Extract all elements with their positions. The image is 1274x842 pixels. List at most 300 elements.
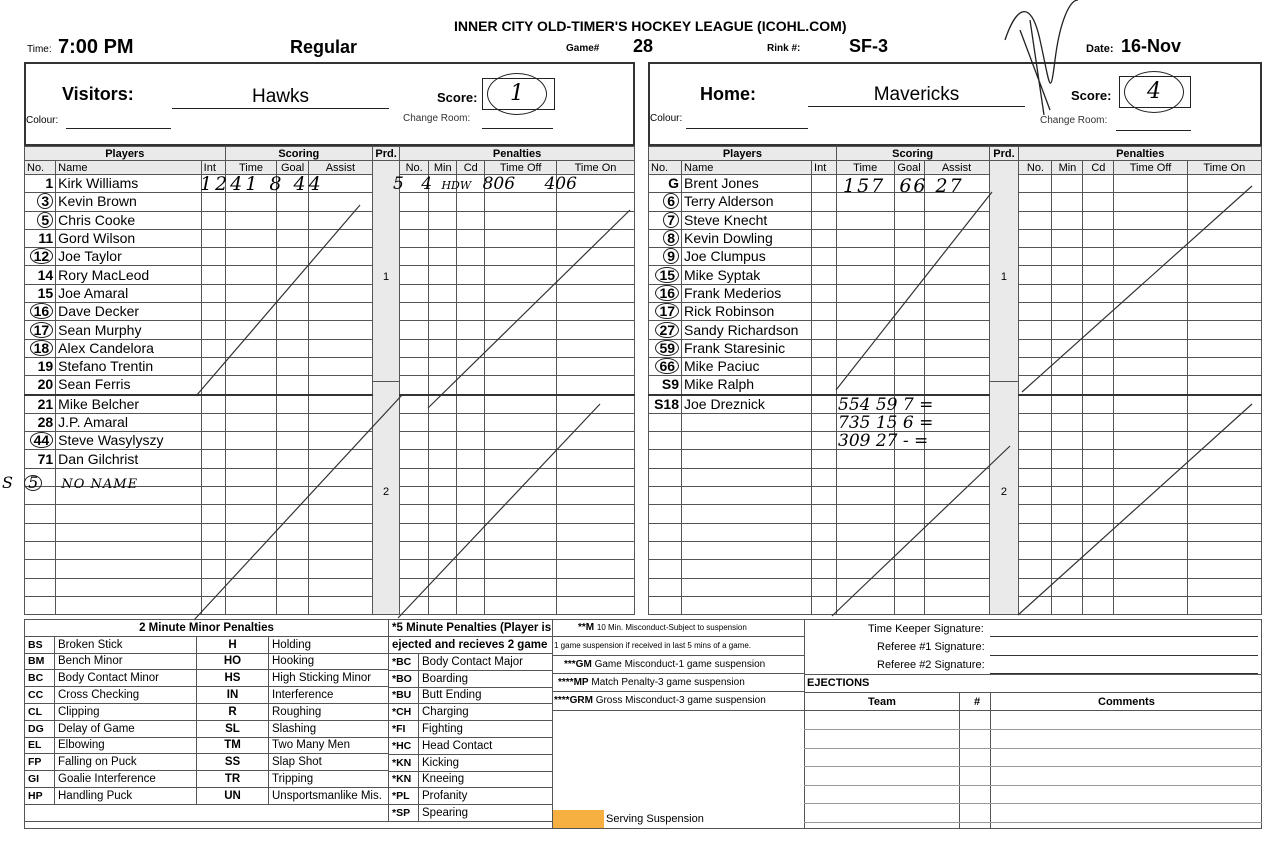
int-cell[interactable] — [201, 339, 225, 357]
penalty-no-cell[interactable] — [1019, 578, 1052, 596]
penalty-on-cell[interactable] — [1187, 487, 1261, 505]
penalty-on-cell[interactable] — [556, 505, 634, 523]
penalty-min-cell[interactable] — [429, 339, 457, 357]
penalty-min-cell[interactable] — [1052, 284, 1083, 302]
int-cell[interactable] — [812, 450, 837, 468]
score-assist-cell[interactable] — [924, 468, 989, 486]
player-number[interactable] — [25, 541, 56, 559]
player-name[interactable] — [682, 560, 812, 578]
int-cell[interactable] — [201, 357, 225, 375]
player-number[interactable] — [25, 321, 56, 339]
penalty-no-cell[interactable] — [400, 413, 429, 431]
player-number[interactable] — [649, 376, 682, 395]
int-cell[interactable] — [201, 284, 225, 302]
penalty-min-cell[interactable] — [1052, 229, 1083, 247]
player-name[interactable] — [56, 303, 201, 321]
penalty-on-cell[interactable] — [1187, 175, 1261, 193]
penalty-min-cell[interactable] — [1052, 541, 1083, 559]
score-time-cell[interactable] — [836, 450, 894, 468]
penalty-cd-cell[interactable] — [457, 560, 485, 578]
player-number[interactable] — [25, 432, 56, 450]
score-goal-cell[interactable] — [277, 229, 308, 247]
penalty-no-cell[interactable] — [1019, 376, 1052, 395]
penalty-cd-cell[interactable] — [1083, 541, 1114, 559]
penalty-no-cell[interactable] — [1019, 284, 1052, 302]
penalty-min-cell[interactable] — [429, 357, 457, 375]
penalty-min-cell[interactable] — [1052, 395, 1083, 414]
player-name[interactable] — [56, 541, 201, 559]
player-number[interactable] — [25, 211, 56, 229]
score-assist-cell[interactable] — [924, 357, 989, 375]
penalty-min-cell[interactable] — [1052, 248, 1083, 266]
player-name[interactable] — [682, 468, 812, 486]
penalty-off-cell[interactable] — [485, 284, 557, 302]
player-number[interactable] — [649, 487, 682, 505]
penalty-on-cell[interactable] — [1187, 541, 1261, 559]
player-name[interactable] — [682, 376, 812, 395]
player-number[interactable] — [25, 578, 56, 596]
penalty-off-cell[interactable] — [485, 248, 557, 266]
int-cell[interactable] — [201, 468, 225, 486]
player-number[interactable] — [649, 413, 682, 431]
penalty-min-cell[interactable] — [1052, 560, 1083, 578]
penalty-cd-cell[interactable] — [1083, 303, 1114, 321]
score-time-cell[interactable] — [225, 339, 277, 357]
score-time-cell[interactable] — [225, 229, 277, 247]
score-goal-cell[interactable] — [894, 284, 924, 302]
penalty-off-cell[interactable] — [485, 468, 557, 486]
player-number[interactable] — [25, 413, 56, 431]
score-assist-cell[interactable] — [924, 376, 989, 395]
penalty-on-cell[interactable] — [556, 248, 634, 266]
score-assist-cell[interactable] — [308, 450, 372, 468]
score-assist-cell[interactable] — [308, 432, 372, 450]
score-time-cell[interactable] — [225, 211, 277, 229]
int-cell[interactable] — [812, 266, 837, 284]
ejection-row[interactable] — [804, 822, 1262, 823]
int-cell[interactable] — [812, 560, 837, 578]
score-assist-cell[interactable] — [924, 523, 989, 541]
penalty-on-cell[interactable] — [556, 413, 634, 431]
penalty-off-cell[interactable] — [485, 266, 557, 284]
score-assist-cell[interactable] — [308, 487, 372, 505]
score-time-cell[interactable] — [836, 578, 894, 596]
penalty-cd-cell[interactable] — [1083, 229, 1114, 247]
penalty-on-cell[interactable] — [1187, 450, 1261, 468]
penalty-no-cell[interactable] — [400, 211, 429, 229]
score-time-cell[interactable] — [225, 284, 277, 302]
score-assist-cell[interactable] — [924, 432, 989, 450]
penalty-cd-cell[interactable] — [1083, 413, 1114, 431]
player-number[interactable] — [649, 211, 682, 229]
player-number[interactable] — [649, 523, 682, 541]
penalty-on-cell[interactable] — [1187, 432, 1261, 450]
score-goal-cell[interactable] — [894, 211, 924, 229]
score-goal-cell[interactable] — [894, 248, 924, 266]
penalty-off-cell[interactable] — [1114, 175, 1187, 193]
penalty-off-cell[interactable] — [1114, 284, 1187, 302]
player-number[interactable] — [649, 303, 682, 321]
penalty-on-cell[interactable] — [1187, 413, 1261, 431]
penalty-cd-cell[interactable] — [1083, 211, 1114, 229]
score-time-cell[interactable] — [836, 523, 894, 541]
penalty-min-cell[interactable] — [429, 266, 457, 284]
score-time-cell[interactable] — [225, 432, 277, 450]
penalty-cd-cell[interactable] — [1083, 596, 1114, 614]
penalty-min-cell[interactable] — [429, 523, 457, 541]
int-cell[interactable] — [812, 175, 837, 193]
penalty-off-cell[interactable] — [1114, 303, 1187, 321]
int-cell[interactable] — [201, 248, 225, 266]
score-time-cell[interactable] — [225, 578, 277, 596]
player-name[interactable] — [56, 596, 201, 614]
penalty-off-cell[interactable] — [1114, 560, 1187, 578]
player-name[interactable] — [682, 339, 812, 357]
player-number[interactable] — [25, 339, 56, 357]
player-number[interactable] — [649, 450, 682, 468]
score-assist-cell[interactable] — [308, 266, 372, 284]
player-name[interactable] — [682, 596, 812, 614]
penalty-cd-cell[interactable] — [457, 450, 485, 468]
score-time-cell[interactable] — [836, 541, 894, 559]
penalty-on-cell[interactable] — [556, 376, 634, 395]
penalty-no-cell[interactable] — [1019, 303, 1052, 321]
penalty-off-cell[interactable] — [1114, 578, 1187, 596]
penalty-no-cell[interactable] — [1019, 339, 1052, 357]
player-number[interactable] — [649, 468, 682, 486]
score-time-cell[interactable] — [836, 211, 894, 229]
player-number[interactable] — [649, 193, 682, 211]
player-name[interactable] — [56, 578, 201, 596]
penalty-off-cell[interactable] — [1114, 487, 1187, 505]
penalty-no-cell[interactable] — [400, 193, 429, 211]
player-name[interactable] — [682, 487, 812, 505]
score-goal-cell[interactable] — [894, 578, 924, 596]
player-number[interactable] — [25, 560, 56, 578]
penalty-off-cell[interactable] — [485, 560, 557, 578]
player-name[interactable] — [682, 229, 812, 247]
penalty-no-cell[interactable] — [400, 229, 429, 247]
int-cell[interactable] — [812, 523, 837, 541]
int-cell[interactable] — [812, 468, 837, 486]
int-cell[interactable] — [201, 578, 225, 596]
penalty-off-cell[interactable] — [1114, 432, 1187, 450]
penalty-off-cell[interactable] — [1114, 357, 1187, 375]
score-goal-cell[interactable] — [277, 395, 308, 414]
int-cell[interactable] — [201, 395, 225, 414]
score-goal-cell[interactable] — [277, 541, 308, 559]
penalty-min-cell[interactable] — [429, 432, 457, 450]
int-cell[interactable] — [812, 596, 837, 614]
int-cell[interactable] — [812, 487, 837, 505]
penalty-min-cell[interactable] — [429, 211, 457, 229]
penalty-no-cell[interactable] — [1019, 505, 1052, 523]
player-name[interactable] — [56, 248, 201, 266]
penalty-min-cell[interactable] — [429, 303, 457, 321]
penalty-no-cell[interactable] — [1019, 541, 1052, 559]
penalty-off-cell[interactable] — [485, 596, 557, 614]
int-cell[interactable] — [812, 211, 837, 229]
penalty-cd-cell[interactable] — [1083, 248, 1114, 266]
int-cell[interactable] — [201, 523, 225, 541]
player-number[interactable] — [25, 505, 56, 523]
int-cell[interactable] — [201, 193, 225, 211]
score-time-cell[interactable] — [836, 248, 894, 266]
penalty-off-cell[interactable] — [1114, 376, 1187, 395]
penalty-cd-cell[interactable] — [457, 339, 485, 357]
score-assist-cell[interactable] — [308, 193, 372, 211]
score-time-cell[interactable] — [225, 357, 277, 375]
penalty-off-cell[interactable] — [485, 229, 557, 247]
score-assist-cell[interactable] — [308, 248, 372, 266]
penalty-on-cell[interactable] — [1187, 523, 1261, 541]
penalty-off-cell[interactable] — [485, 321, 557, 339]
penalty-off-cell[interactable] — [485, 432, 557, 450]
ejection-row[interactable] — [804, 803, 1262, 804]
int-cell[interactable] — [812, 432, 837, 450]
penalty-off-cell[interactable] — [485, 541, 557, 559]
penalty-no-cell[interactable] — [400, 560, 429, 578]
penalty-on-cell[interactable] — [1187, 248, 1261, 266]
score-time-cell[interactable] — [225, 596, 277, 614]
score-assist-cell[interactable] — [308, 376, 372, 395]
player-number[interactable] — [25, 229, 56, 247]
penalty-min-cell[interactable] — [1052, 211, 1083, 229]
penalty-no-cell[interactable] — [400, 395, 429, 414]
penalty-min-cell[interactable] — [1052, 303, 1083, 321]
penalty-cd-cell[interactable] — [457, 284, 485, 302]
penalty-on-cell[interactable] — [1187, 266, 1261, 284]
int-cell[interactable] — [812, 376, 837, 395]
player-number[interactable] — [649, 229, 682, 247]
penalty-cd-cell[interactable] — [1083, 266, 1114, 284]
player-name[interactable] — [682, 450, 812, 468]
player-name[interactable] — [56, 321, 201, 339]
penalty-off-cell[interactable] — [485, 450, 557, 468]
int-cell[interactable] — [201, 541, 225, 559]
player-name[interactable] — [682, 303, 812, 321]
penalty-min-cell[interactable] — [1052, 578, 1083, 596]
penalty-off-cell[interactable] — [1114, 266, 1187, 284]
penalty-min-cell[interactable] — [429, 413, 457, 431]
penalty-no-cell[interactable] — [1019, 413, 1052, 431]
penalty-on-cell[interactable] — [556, 468, 634, 486]
int-cell[interactable] — [812, 578, 837, 596]
ejection-row[interactable] — [804, 748, 1262, 749]
score-time-cell[interactable] — [225, 541, 277, 559]
score-assist-cell[interactable] — [308, 560, 372, 578]
score-time-cell[interactable] — [225, 560, 277, 578]
penalty-no-cell[interactable] — [400, 432, 429, 450]
player-name[interactable] — [682, 266, 812, 284]
int-cell[interactable] — [201, 211, 225, 229]
score-time-cell[interactable] — [225, 487, 277, 505]
penalty-min-cell[interactable] — [1052, 432, 1083, 450]
score-assist-cell[interactable] — [308, 413, 372, 431]
penalty-on-cell[interactable] — [1187, 339, 1261, 357]
penalty-on-cell[interactable] — [556, 432, 634, 450]
int-cell[interactable] — [812, 395, 837, 414]
player-number[interactable] — [649, 248, 682, 266]
penalty-no-cell[interactable] — [400, 284, 429, 302]
score-goal-cell[interactable] — [277, 376, 308, 395]
player-name[interactable] — [682, 395, 812, 414]
score-goal-cell[interactable] — [894, 541, 924, 559]
penalty-min-cell[interactable] — [1052, 193, 1083, 211]
int-cell[interactable] — [201, 303, 225, 321]
int-cell[interactable] — [201, 376, 225, 395]
score-time-cell[interactable] — [225, 468, 277, 486]
penalty-cd-cell[interactable] — [457, 211, 485, 229]
score-time-cell[interactable] — [836, 339, 894, 357]
penalty-min-cell[interactable] — [429, 578, 457, 596]
penalty-min-cell[interactable] — [429, 596, 457, 614]
int-cell[interactable] — [812, 193, 837, 211]
player-number[interactable] — [649, 284, 682, 302]
ejection-row[interactable] — [804, 785, 1262, 786]
score-assist-cell[interactable] — [308, 468, 372, 486]
penalty-on-cell[interactable] — [556, 596, 634, 614]
penalty-on-cell[interactable] — [556, 560, 634, 578]
penalty-on-cell[interactable] — [556, 395, 634, 414]
penalty-off-cell[interactable] — [1114, 596, 1187, 614]
player-number[interactable] — [649, 560, 682, 578]
penalty-cd-cell[interactable] — [457, 229, 485, 247]
penalty-on-cell[interactable] — [1187, 229, 1261, 247]
penalty-off-cell[interactable] — [485, 413, 557, 431]
score-goal-cell[interactable] — [277, 211, 308, 229]
score-time-cell[interactable] — [836, 376, 894, 395]
penalty-min-cell[interactable] — [429, 541, 457, 559]
penalty-min-cell[interactable] — [1052, 357, 1083, 375]
penalty-cd-cell[interactable] — [1083, 193, 1114, 211]
score-time-cell[interactable] — [836, 560, 894, 578]
penalty-no-cell[interactable] — [400, 339, 429, 357]
score-assist-cell[interactable] — [924, 413, 989, 431]
score-goal-cell[interactable] — [277, 505, 308, 523]
score-goal-cell[interactable] — [277, 266, 308, 284]
player-number[interactable] — [25, 175, 56, 193]
penalty-off-cell[interactable] — [485, 487, 557, 505]
score-assist-cell[interactable] — [308, 395, 372, 414]
penalty-no-cell[interactable] — [400, 321, 429, 339]
score-goal-cell[interactable] — [277, 303, 308, 321]
penalty-on-cell[interactable] — [1187, 284, 1261, 302]
int-cell[interactable] — [201, 321, 225, 339]
penalty-no-cell[interactable] — [400, 523, 429, 541]
player-number[interactable] — [649, 541, 682, 559]
score-assist-cell[interactable] — [308, 357, 372, 375]
penalty-cd-cell[interactable] — [1083, 505, 1114, 523]
score-assist-cell[interactable] — [924, 266, 989, 284]
score-time-cell[interactable] — [225, 193, 277, 211]
score-goal-cell[interactable] — [277, 339, 308, 357]
penalty-no-cell[interactable] — [400, 376, 429, 395]
score-time-cell[interactable] — [836, 303, 894, 321]
score-assist-cell[interactable] — [308, 321, 372, 339]
penalty-cd-cell[interactable] — [1083, 468, 1114, 486]
ejection-row[interactable] — [804, 729, 1262, 730]
player-name[interactable] — [682, 523, 812, 541]
penalty-no-cell[interactable] — [400, 450, 429, 468]
score-goal-cell[interactable] — [277, 468, 308, 486]
penalty-no-cell[interactable] — [400, 266, 429, 284]
penalty-off-cell[interactable] — [1114, 229, 1187, 247]
score-time-cell[interactable] — [836, 596, 894, 614]
player-number[interactable] — [25, 284, 56, 302]
int-cell[interactable] — [812, 321, 837, 339]
player-name[interactable] — [56, 505, 201, 523]
int-cell[interactable] — [201, 450, 225, 468]
player-number[interactable] — [649, 175, 682, 193]
score-assist-cell[interactable] — [924, 229, 989, 247]
player-number[interactable] — [649, 578, 682, 596]
penalty-off-cell[interactable] — [1114, 450, 1187, 468]
player-number[interactable] — [25, 450, 56, 468]
penalty-off-cell[interactable] — [485, 303, 557, 321]
score-assist-cell[interactable] — [924, 578, 989, 596]
penalty-no-cell[interactable] — [1019, 248, 1052, 266]
penalty-off-cell[interactable] — [485, 505, 557, 523]
player-name[interactable] — [56, 266, 201, 284]
player-name[interactable] — [56, 193, 201, 211]
penalty-off-cell[interactable] — [1114, 468, 1187, 486]
penalty-no-cell[interactable] — [1019, 266, 1052, 284]
penalty-no-cell[interactable] — [1019, 487, 1052, 505]
penalty-min-cell[interactable] — [1052, 175, 1083, 193]
score-time-cell[interactable] — [225, 395, 277, 414]
penalty-min-cell[interactable] — [429, 248, 457, 266]
referee1-signature-line[interactable] — [990, 655, 1258, 656]
penalty-min-cell[interactable] — [429, 395, 457, 414]
score-assist-cell[interactable] — [308, 229, 372, 247]
player-number[interactable] — [25, 193, 56, 211]
player-number[interactable] — [649, 321, 682, 339]
player-number[interactable] — [25, 248, 56, 266]
player-number[interactable] — [649, 266, 682, 284]
player-name[interactable] — [682, 413, 812, 431]
score-goal-cell[interactable] — [894, 450, 924, 468]
penalty-cd-cell[interactable] — [1083, 339, 1114, 357]
score-time-cell[interactable] — [836, 321, 894, 339]
player-number[interactable] — [649, 596, 682, 614]
score-time-cell[interactable] — [836, 487, 894, 505]
penalty-cd-cell[interactable] — [457, 266, 485, 284]
player-number[interactable] — [25, 395, 56, 414]
penalty-cd-cell[interactable] — [1083, 357, 1114, 375]
player-name[interactable] — [682, 541, 812, 559]
score-assist-cell[interactable] — [924, 505, 989, 523]
score-goal-cell[interactable] — [277, 413, 308, 431]
penalty-on-cell[interactable] — [556, 357, 634, 375]
penalty-on-cell[interactable] — [1187, 560, 1261, 578]
score-time-cell[interactable] — [225, 413, 277, 431]
player-name[interactable] — [56, 376, 201, 395]
player-name[interactable] — [682, 432, 812, 450]
score-goal-cell[interactable] — [277, 578, 308, 596]
player-name[interactable] — [682, 211, 812, 229]
penalty-no-cell[interactable] — [400, 468, 429, 486]
penalty-cd-cell[interactable] — [457, 432, 485, 450]
score-time-cell[interactable] — [836, 229, 894, 247]
score-assist-cell[interactable] — [924, 560, 989, 578]
penalty-off-cell[interactable] — [485, 395, 557, 414]
penalty-cd-cell[interactable] — [457, 596, 485, 614]
penalty-no-cell[interactable] — [1019, 175, 1052, 193]
penalty-no-cell[interactable] — [1019, 211, 1052, 229]
penalty-off-cell[interactable] — [1114, 193, 1187, 211]
penalty-cd-cell[interactable] — [1083, 523, 1114, 541]
